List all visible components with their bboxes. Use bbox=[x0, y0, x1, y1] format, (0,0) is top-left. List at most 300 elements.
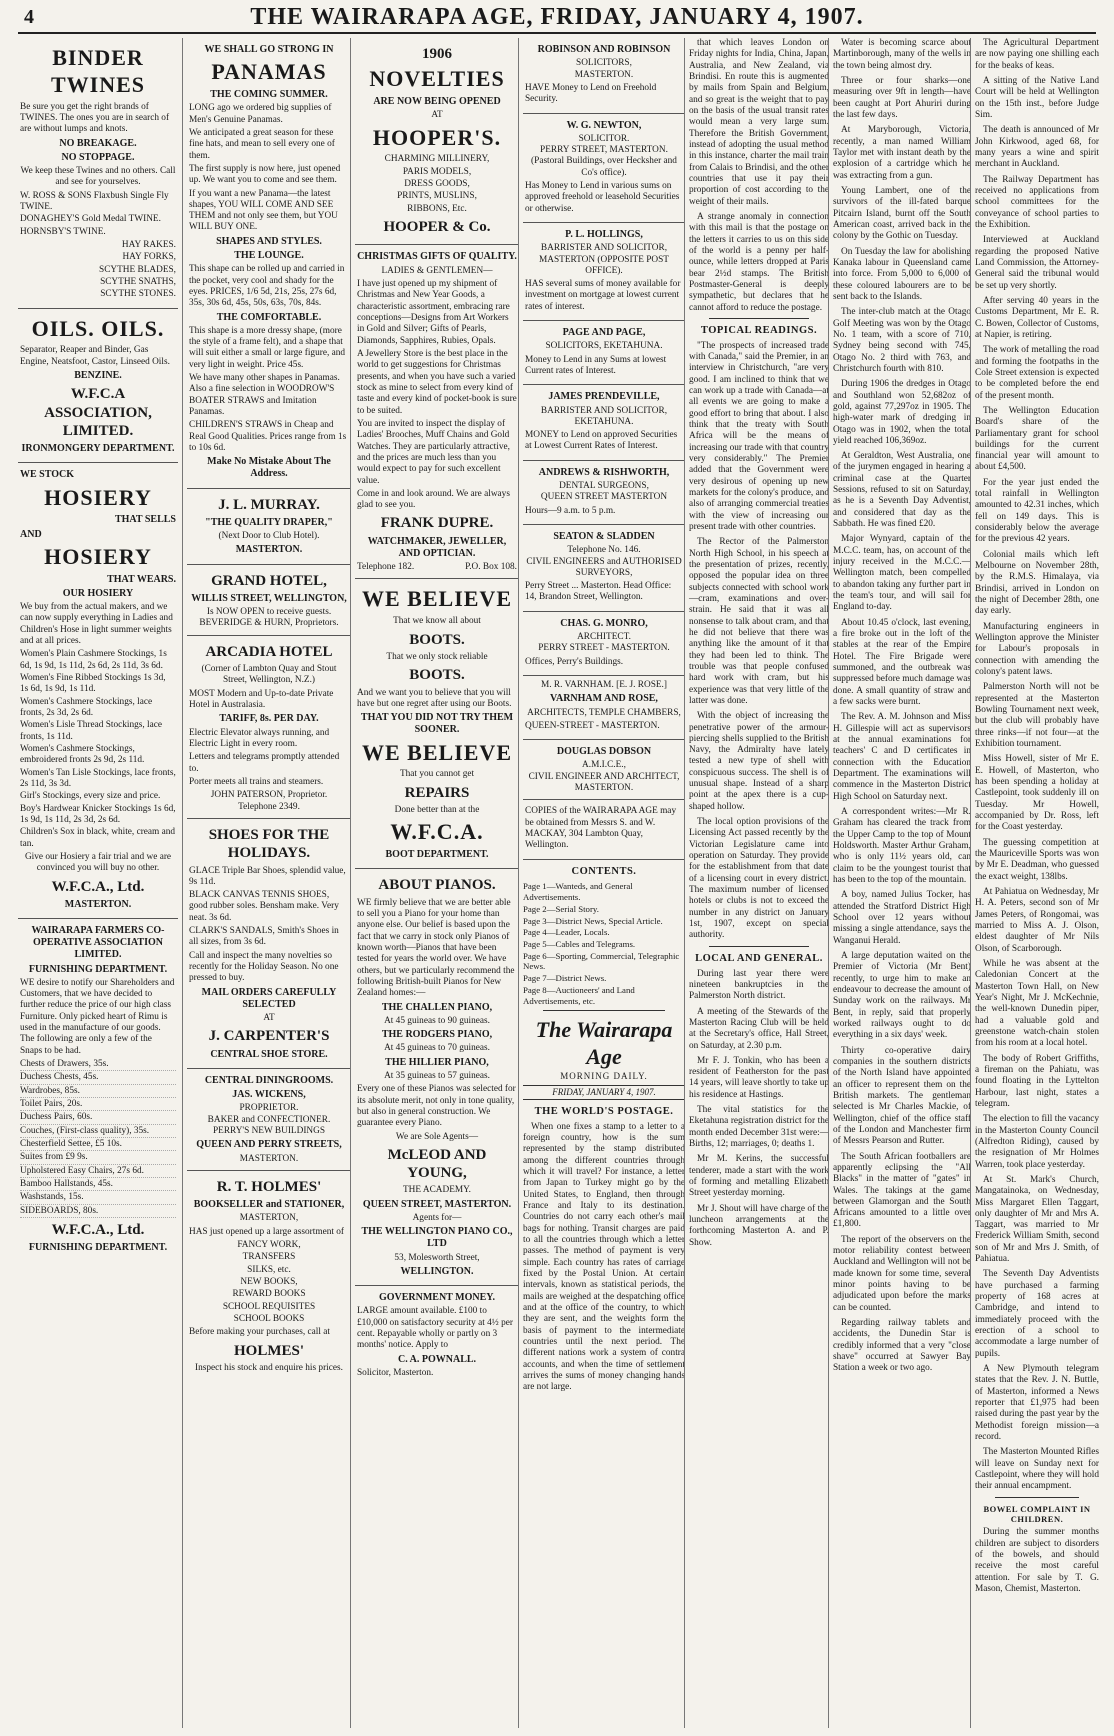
card-place: CIVIL ENGINEER AND ARCHITECT, bbox=[528, 771, 680, 782]
list-item: SCYTHE SNATHS, bbox=[100, 276, 176, 287]
ad-title: HOSIERY bbox=[44, 543, 152, 569]
ad-title: OILS. OILS. bbox=[31, 315, 165, 341]
ad-text: Before making your purchases, call at bbox=[189, 1327, 330, 1338]
list-item: Page 7—District News. bbox=[523, 973, 607, 984]
list-item: HAY RAKES. bbox=[121, 239, 176, 250]
list-item: Couches, (First-class quality), 35s. bbox=[20, 1126, 176, 1138]
article-text: Regarding railway tablets and accidents, the Dunedin Star is credibly informed that a very "close shave" occurred at Sawyer Bay Station a week or two ago. bbox=[833, 1318, 971, 1374]
ad-line: "THE QUALITY DRAPER," bbox=[205, 516, 333, 528]
list-item: Women's Fine Ribbed Stockings 1s 3d, 1s 6d, 1s 9d, 1s 11d. bbox=[20, 672, 166, 695]
ad-firm: HOOPER'S. bbox=[372, 124, 502, 150]
ad-text: This shape is a more dressy shape, (more the style of a frame felt), and a shape that will suit either a small or large figure, and very light in weight. Price 45s. bbox=[189, 325, 346, 370]
ad-line: That you cannot get bbox=[399, 769, 475, 780]
oils-ad bbox=[18, 309, 178, 464]
article-text: that which leaves London on Friday nights for India, China, Japan, Australia, and New Zealand, via Brindisi. En route this is augmented by mails from Spain and Belgium, and so great is the weight that to pay on the basis of the usual transit rates would mean a very large sum. Therefore the British Government, instead of adopting the usual method in this instance, charter the mail train from Calais to Brindisi, and the other countries that use it pay their proportion of cost according to the weight of their mails. bbox=[689, 38, 829, 207]
article-text: At Geraldton, West Australia, one of the jurymen engaged in hearing a criminal case at the Quarter Sessions, refused to sit on Saturday, as he is a Seventh Day Adventist, and considered that day as the Sabbath. He was fined £20. bbox=[833, 451, 971, 530]
column-1 bbox=[18, 38, 178, 1728]
ad-firm: GRAND HOTEL, bbox=[211, 572, 327, 589]
list-item: DONAGHEY'S Gold Medal TWINE. bbox=[20, 214, 161, 225]
list-item: Upholstered Easy Chairs, 27s 6d. bbox=[20, 1166, 176, 1178]
list-item: Page 4—Leader, Locals. bbox=[523, 927, 610, 938]
list-item: Washstands, 15s. bbox=[20, 1192, 176, 1204]
ad-text: WE desire to notify our Shareholders and Customers, that we have decided to further reduce the price of our high class Furniture. Only picked heart of Rimu is used in the manufacture of our goods. The following are only a few of the Snaps to be had. bbox=[20, 977, 175, 1056]
ad-line: BAKER and CONFECTIONER. bbox=[207, 1114, 331, 1125]
page-number: 4 bbox=[24, 6, 34, 28]
ad-line: BOOT DEPARTMENT. bbox=[385, 849, 489, 861]
ad-line: Agents for— bbox=[412, 1212, 462, 1223]
list-item: REWARD BOOKS bbox=[232, 1289, 306, 1300]
list-item: PRINTS, MUSLINS, bbox=[397, 191, 477, 202]
divider bbox=[995, 1497, 1079, 1498]
ad-line: QUEEN STREET, MASTERTON. bbox=[362, 1198, 512, 1210]
card-title: ANDREWS & RISHWORTH, bbox=[538, 466, 670, 478]
professional-card bbox=[523, 385, 685, 461]
list-item: HAY FORKS, bbox=[122, 252, 176, 263]
article-text: Young Lambert, one of the survivors of the ill-fated barque Pitcairn Island, burnt off the South American coast, arrived back in the colony by the Gothic on Tuesday. bbox=[833, 185, 971, 242]
ad-line: That we know all about bbox=[393, 616, 481, 627]
ad-text: CLARK'S SANDALS, Smith's Shoes in all sizes, from 3s 6d. bbox=[189, 926, 339, 948]
ad-line: THE HILLIER PIANO, bbox=[385, 1056, 489, 1068]
article-text: The Rector of the Palmerston North High School, in his speech at the presentation of prizes, recently, opposed the popular idea on three subjects connected with school work —cram, examinations and over-strain. He said that it was all nonsense to talk about cram, and that he did not believe that there was anything like the amount of it that they had been led to think. The trouble was that people confused hard work with cram, but his experience was that very little of the latter was done. bbox=[689, 537, 829, 706]
article-text: A strange anomaly in connection with this mail is that the postage on the letters it carries to us on this side of the world is a penny per half-ounce, while letters dropped at Paris bear 2½d stamps. The British Postmaster-General is deeply sympathetic, but declares that he cannot afford to reduce the postage. bbox=[689, 211, 829, 313]
copies-notice bbox=[523, 800, 685, 859]
ad-line: We are Sole Agents— bbox=[395, 1131, 479, 1142]
ad-text: We have many other shapes in Panamas. Also a fine selection in WOODROW'S BOATER STRAWS and Imitation Panamas. bbox=[189, 373, 340, 417]
card-title: JAMES PRENDEVILLE, bbox=[548, 391, 660, 403]
list-item: RIBBONS, Etc. bbox=[407, 203, 467, 214]
professional-card bbox=[523, 676, 685, 740]
article-text: The Agricultural Department are now paying one shilling each for the beaks of keas. bbox=[975, 38, 1099, 71]
column-6 bbox=[828, 38, 971, 1728]
article bbox=[975, 1527, 1099, 1595]
ad-line: Solicitor, Masterton. bbox=[357, 1367, 434, 1378]
ad-line: PERRY'S NEW BUILDINGS bbox=[212, 1126, 326, 1136]
card-title: CHAS. G. MONRO, bbox=[560, 617, 648, 629]
card-place: ARCHITECTS, TEMPLE CHAMBERS, bbox=[527, 707, 681, 718]
article-heading: BOWEL COMPLAINT IN CHILDREN. bbox=[983, 1503, 1091, 1525]
ad-text: A Jewellery Store is the best place in the world to get suggestions for Christmas presents, and when you have such a varied stock as mine to select from every kind of taste and every kind of pocket-book is sure to be suited. bbox=[357, 348, 517, 416]
ad-line: QUEEN AND PERRY STREETS, bbox=[196, 1139, 342, 1151]
professional-card bbox=[523, 461, 685, 525]
professional-card bbox=[523, 38, 685, 114]
ad-line: AT bbox=[263, 1013, 275, 1024]
list-item: NEW BOOKS, bbox=[240, 1276, 298, 1287]
ad-firm: WAIRARAPA FARMERS CO-OPERATIVE ASSOCIATION LIMITED. bbox=[31, 925, 165, 961]
article bbox=[833, 38, 971, 1375]
ad-firm: McLEOD AND YOUNG, bbox=[387, 1146, 487, 1182]
ad-text: GLACE Triple Bar Shoes, splendid value, 9s 11d. bbox=[189, 865, 346, 887]
ad-line: CENTRAL SHOE STORE. bbox=[210, 1048, 328, 1060]
card-title: DOUGLAS DOBSON bbox=[556, 746, 652, 758]
list-item: Page 8—Auctioneers' and Land Advertisements, etc. bbox=[523, 984, 635, 1006]
card-sub: BARRISTER AND SOLICITOR, bbox=[540, 243, 668, 254]
furniture-list bbox=[20, 1059, 176, 1218]
ad-firm: R. T. HOLMES' bbox=[216, 1178, 322, 1195]
ad-title: NOVELTIES bbox=[369, 66, 505, 92]
ad-title: CENTRAL DININGROOMS. bbox=[204, 1074, 334, 1086]
ad-line: REPAIRS bbox=[404, 784, 470, 801]
article-text: The body of Robert Griffiths, a fireman on the Pahiatu, was found floating in the Lyttelton Harbour, last night, states a telegram. bbox=[975, 1053, 1099, 1109]
card-sub: DENTAL SURGEONS, bbox=[559, 481, 649, 491]
ad-line: 1906 bbox=[422, 46, 452, 62]
card-text: Has Money to Lend in various sums on approved freehold or leasehold Securities or otherwise. bbox=[525, 181, 680, 214]
ad-line: MAIL ORDERS CAREFULLY SELECTED bbox=[201, 986, 337, 1010]
furniture-ad bbox=[18, 919, 178, 1261]
card-text: QUEEN-STREET - MASTERTON. bbox=[525, 720, 660, 731]
ad-line: MASTERTON. bbox=[64, 898, 132, 910]
ad-title: BINDER TWINES bbox=[50, 45, 146, 97]
article-text: The death is announced of Mr John Kirkwood, aged 68, for many years a wine and spirit merchant in Auckland. bbox=[975, 125, 1099, 170]
card-place: MASTERTON. bbox=[574, 69, 634, 80]
list-item: Page 1—Wanteds, and General Advertisements. bbox=[523, 881, 633, 903]
ad-line: BENZINE. bbox=[74, 370, 122, 382]
ad-line: MASTERTON, bbox=[239, 1213, 299, 1224]
article-text: The inter-club match at the Otago Golf Meeting was won by the Otago No. 1 team, with a score of 710, Sydney being second with 745, Otago No. 2 third with 763, and Christchurch fourth with 810. bbox=[833, 307, 971, 374]
ad-line: 53, Molesworth Street, bbox=[394, 1252, 480, 1263]
panamas-ad bbox=[187, 38, 351, 489]
ad-line: JAS. WICKENS, bbox=[232, 1089, 306, 1101]
article-text: A boy, named Julius Tocker, has attended the Stratford District High School over 12 years without missing a single attendance, says the Wanganui Herald. bbox=[833, 890, 971, 946]
article-text: During 1906 the dredges in Otago and Southland won 52,682oz of gold, against 77,297oz in 1905. The high-water mark of dredging in Otago was in 1902, when the total yield reached 106,369oz. bbox=[833, 379, 971, 446]
card-text: Hours—9 a.m. to 5 p.m. bbox=[525, 505, 616, 516]
list-item: Suites from £9 9s. bbox=[20, 1152, 176, 1164]
ad-line: AND bbox=[20, 528, 42, 540]
article-text: The work of metalling the road and forming the footpaths in the Cole Street extension is expected to be completed before the end of the present month. bbox=[975, 345, 1099, 401]
article-heading: THE WORLD'S POSTAGE. bbox=[534, 1105, 674, 1117]
article-text: For the year just ended the total rainfall in Wellington amounted to 42.31 inches, which fell on 149 days. This is considerably below the average for the previous 42 years. bbox=[975, 477, 1099, 545]
professional-card bbox=[523, 321, 685, 385]
list-item: Girl's Stockings, every size and price. bbox=[20, 791, 161, 802]
ad-firm: HOOPER & Co. bbox=[383, 219, 491, 236]
editorial-masthead: The Wairarapa Age bbox=[535, 1017, 673, 1070]
article-text: Thirty co-operative dairy companies in the southern districts of the North Island have appointed an officer to represent them on the British markets. The gentleman selected is Mr Charles Mackie, of Wellington, chief of the office staff of the London and Manchester firm of Messrs Pearson and Rutter. bbox=[833, 1045, 971, 1147]
list-item: W. ROSS & SONS Flaxbush Single Fly TWINE. bbox=[20, 190, 169, 212]
list-item: Page 6—Sporting, Commercial, Telegraphic News. bbox=[523, 950, 680, 972]
ad-text: I have just opened up my shipment of Christmas and New Year Goods, a characteristic assortment, embracing rare conceptions—Designs from Art Workers in Gold and Silver; Gifts of Pearls, Diamonds, Sapphires, Rubies, Opals. bbox=[357, 278, 510, 346]
ad-line: OUR HOSIERY bbox=[62, 587, 134, 599]
card-title: SEATON & SLADDEN bbox=[553, 530, 655, 542]
ad-text: WE firmly believe that we are better able to sell you a Piano for your home than anyone else. Our belief is based upon the fact that we carry in stock only Pianos of known worth—Pianos that have been tested for years the world over. We have others, but we particularly recommend the following British-built Pianos for New Zealand homes:— bbox=[357, 897, 515, 999]
contents-list bbox=[523, 881, 685, 1006]
divider bbox=[709, 318, 809, 319]
article-text: While he was absent at the Caledonian Concert at the Masterton Town Hall, on New Year's Night, Mr J. McKechnie, the well-known Dunedin piper, had a valuable gold and greenstone watch-chain stolen from his room at a local hotel. bbox=[975, 958, 1099, 1049]
article-text: Miss Howell, sister of Mr E. E. Howell, of Masterton, who has been spending a holiday at Castlepoint, took suddenly ill on Tuesday. Mr Howell, accompanied by Dr. Ross, left for the Coast yesterday. bbox=[975, 754, 1099, 833]
article-text: Major Wynyard, captain of the M.C.C. team, has, on account of the injury received in the M.C.C.—Wellington match, been compelled to abandon taking any further part in the team's tour, and will sail for England to-day. bbox=[833, 534, 971, 613]
ad-title: HOSIERY bbox=[44, 484, 152, 510]
list-item: SCHOOL REQUISITES bbox=[222, 1301, 316, 1312]
tools-list bbox=[20, 240, 176, 301]
binder-twines-ad bbox=[18, 38, 178, 309]
arcadia-hotel-ad bbox=[187, 636, 351, 819]
ad-firm: FRANK DUPRE. bbox=[380, 515, 494, 532]
list-item: Women's Tan Lisle Stockings, lace fronts, 2s 11d, 3s 3d. bbox=[20, 767, 176, 789]
ad-text: We keep these Twines and no others. Call and see for yourselves. bbox=[20, 166, 176, 188]
dining-rooms-ad bbox=[187, 1069, 351, 1171]
card-place: PERRY STREET - MASTERTON. bbox=[538, 643, 670, 654]
ad-text: You are invited to inspect the display of Ladies' Brooches, Muff Chains and Gold Watches. They are particularly attractive, and the prices are much less than you would expect to pay for such excellent value. bbox=[357, 418, 510, 486]
article-heading: TOPICAL READINGS. bbox=[700, 324, 818, 336]
ad-line: ARE NOW BEING OPENED bbox=[373, 96, 501, 108]
column-5 bbox=[684, 38, 829, 1728]
ad-firm: W.F.C.A. bbox=[390, 819, 484, 845]
ad-line bbox=[357, 562, 517, 573]
ad-text: The first supply is now here, just opened up. We want you to come and see them. bbox=[189, 163, 341, 186]
ad-firm: W.F.C.A ASSOCIATION, LIMITED. bbox=[44, 386, 152, 439]
list-item: SIDEBOARDS, 80s. bbox=[20, 1206, 176, 1218]
ad-line: THE COMFORTABLE. bbox=[216, 311, 322, 323]
card-sub: BARRISTER AND SOLICITOR, bbox=[540, 405, 668, 416]
card-place: EKETAHUNA. bbox=[574, 416, 634, 427]
list-item: Women's Plain Cashmere Stockings, 1s 6d, 1s 9d, 1s 11d, 2s 6d, 2s 11d, 3s 6d. bbox=[20, 649, 167, 671]
holmes-ad bbox=[187, 1171, 351, 1379]
ad-title: WE BELIEVE bbox=[362, 586, 512, 612]
list-item: SCYTHE STONES. bbox=[100, 289, 176, 300]
article-text: The Rev. A. M. Johnson and Miss H. Gillespie will act as supervisors at the annual examinations for teachers' C and D certificates in connection with the Education Department. The examinations will commence in the Masterton District High School on Saturday next. bbox=[833, 712, 971, 802]
list-item: Bamboo Hallstands, 45s. bbox=[20, 1179, 176, 1191]
card-title: ROBINSON AND ROBINSON bbox=[537, 44, 671, 55]
ad-line: TARIFF, 8s. PER DAY. bbox=[219, 713, 319, 725]
ad-text: Come in and look around. We are always glad to see you. bbox=[357, 488, 510, 511]
list-item: Page 5—Cables and Telegrams. bbox=[523, 939, 636, 950]
ad-text: Be sure you get the right brands of TWINES. The ones you are in search of are without lumps and knots. bbox=[20, 101, 170, 135]
ad-firm: W.F.C.A., Ltd. bbox=[51, 1221, 145, 1238]
goods-list bbox=[357, 154, 517, 215]
ad-firm: J. L. MURRAY. bbox=[218, 496, 320, 513]
article-text: At St. Mark's Church, Mangatainoka, on Wednesday, Miss Margaret Ellen Taggart, only daughter of Mr and Mrs A. Taggart, was married to Mr Frederick William Smith, second son of Mr and Mrs J. Smith, of Pahiatua. bbox=[975, 1174, 1099, 1265]
ad-firm: ARCADIA HOTEL bbox=[205, 643, 333, 660]
article-text: About 10.45 o'clock, last evening, a fire broke out in the loft of the stables at the rear of the Empire Hotel. The Fire Brigade were summoned, and the outbreak was suppressed before much damage was done. A small quantity of straw and a few sacks were burnt. bbox=[833, 617, 971, 708]
ad-line: WELLINGTON. bbox=[400, 1265, 474, 1277]
ad-line: (Corner of Lambton Quay and Stout Street, Wellington, N.Z.) bbox=[201, 664, 337, 686]
card-sub: A.M.I.C.E., bbox=[582, 760, 626, 771]
ad-text: Porter meets all trains and steamers. bbox=[189, 776, 324, 787]
list-item: Boy's Hardwear Knicker Stockings 1s 6d, 1s 9d, 1s 11d, 2s 3d, 2s 6d. bbox=[20, 803, 176, 825]
ad-line: WILLIS STREET, WELLINGTON, bbox=[191, 592, 347, 604]
card-sub: SOLICITORS, bbox=[576, 58, 632, 69]
ad-title: SHOES FOR THE HOLIDAYS. bbox=[208, 826, 330, 862]
ad-line: WE STOCK bbox=[20, 469, 74, 481]
column-3 bbox=[350, 38, 519, 1728]
article-text: The Wellington Education Board's share of the Parliamentary grant for school buildings for the current financial year will amount to about £4,500. bbox=[975, 405, 1099, 473]
article-text: The Seventh Day Adventists have purchased a farming property of 168 acres at Cambridge, and intend to immediately proceed with the erection of a school to accommodate a large number of pupils. bbox=[975, 1269, 1099, 1359]
article-text: When one fixes a stamp to a letter to a foreign country, how is the sum represented by the stamp distributed among the different countries through which it will travel? For instance, a letter from Japan to Turkey might go by the United States, to England, then through France and Italy to its destination. Countries do not carry each other's mail bags for nothing. Transit charges are paid to all the countries through which a letter passes. The method of payment is very simple. Each country has rates of carriage fixed by the Postal Union. At certain intervals, known as statistical periods, the mails are weighed at the despatching office and at the office of the country, to which they are sent, and the weights form the basis of payment to the intermediate countries until the next period. The different nations work a system of contra accounts, and when the time of settlement arrives the sums of money changing hands are not large. bbox=[523, 1121, 685, 1393]
card-place: MASTERTON (OPPOSITE POST OFFICE). bbox=[539, 254, 669, 276]
ad-line: THE COMING SUMMER. bbox=[210, 89, 328, 101]
card-text: MONEY to Lend on approved Securities at Lowest Current Rates of Interest. bbox=[525, 430, 678, 452]
ad-line: THE WELLINGTON PIANO CO., LTD bbox=[361, 1226, 513, 1250]
card-text: Money to Lend in any Sums at lowest Current rates of Interest. bbox=[525, 354, 667, 376]
list-item: Women's Cashmere Stockings, lace fronts, 2s 3d, 2s 6d. bbox=[20, 696, 153, 718]
article-text: The South African footballers are apparently eclipsing the "All Blacks" in the matter of "gates" in Wales. The takings at the game between Glamorgan and the South Africans amounted to a little over £1,800. bbox=[833, 1151, 971, 1230]
ad-line: Is NOW OPEN to receive guests. bbox=[206, 607, 332, 618]
ad-line: At 45 guineas to 70 guineas. bbox=[384, 1043, 490, 1054]
article-text: Mr F. J. Tonkin, who has been a resident of Featherston for the past 14 years, will leave shortly to take up his residence at Hastings. bbox=[689, 1055, 829, 1100]
hosiery-list bbox=[20, 649, 176, 850]
ad-line: MASTERTON. bbox=[239, 1153, 299, 1164]
ad-line: THE LOUNGE. bbox=[234, 250, 304, 261]
ad-text: Give our Hosiery a fair trial and we are convinced you will buy no other. bbox=[24, 851, 172, 874]
article-text: "The prospects of increased trade with Canada," said the Premier, in an interview in Christchurch, "are very good. I am inclined to think that we can work up a trade with Canada—at all events we are going to make a good effort to bring that about. I also think that the treaty with South Africa will be the means of increasing our trade with that country very considerably." The Premier added that the Government were very desirous of opening up new markets for the colony's produce, and also of arranging commercial treaties with the view of increasing our present trade with other countries. bbox=[689, 340, 829, 532]
article-text: A large deputation waited on the Premier of Victoria (Mr Bent) recently, to urge him to make an endeavour to decrease the amount of Sunday work on the railways. Mr Bent, in reply, said that properly worked railways ought to do everything in a six days' week. bbox=[833, 950, 971, 1041]
ad-line: THE CHALLEN PIANO, bbox=[381, 1001, 493, 1013]
article-text: With the object of increasing the penetrative power of the armour-piercing shells supplied to the British Navy, the Admiralty have lately tested a new type of shell with conspicuous success. The shell is of unusual shape. Instead of a sharp point at the apex there is a cup-shaped hollow. bbox=[689, 711, 829, 812]
article-text: The guessing competition at the Mauriceville Sports was won by Mr E. Deadman, who guessed the exact weight, 138lbs. bbox=[975, 837, 1099, 882]
list-item: HORNSBY'S TWINE. bbox=[20, 226, 106, 237]
hoopers-ad bbox=[355, 38, 519, 245]
ad-line: At 45 guineas to 90 guineas. bbox=[384, 1015, 490, 1026]
ad-line: FURNISHING DEPARTMENT. bbox=[28, 1242, 168, 1254]
article-text: A sitting of the Native Land Court will be held at Wellington on the 15th inst., before Judge Sim. bbox=[975, 75, 1099, 120]
ad-firm: HOLMES' bbox=[233, 1342, 304, 1359]
article bbox=[975, 38, 1099, 1493]
ad-line: LADIES & GENTLEMEN— bbox=[381, 265, 493, 276]
ad-line: (Next Door to Club Hotel). bbox=[218, 531, 320, 542]
ad-line: THE ACADEMY. bbox=[402, 1185, 471, 1196]
card-text: Offices, Perry's Buildings. bbox=[525, 656, 624, 667]
professional-card bbox=[523, 740, 685, 800]
divider bbox=[543, 1010, 665, 1011]
article-text: A meeting of the Stewards of the Masterton Racing Club will be held at the Secretary's office, Hall Street, on Saturday, at 2.30 p.m. bbox=[689, 1006, 829, 1051]
article bbox=[689, 969, 829, 1250]
telephone-number: Telephone 182. bbox=[357, 562, 415, 573]
ad-firm: C. A. POWNALL. bbox=[397, 1353, 477, 1365]
newspaper-title: THE WAIRARAPA AGE, FRIDAY, JANUARY 4, 1907. bbox=[250, 4, 864, 30]
ad-title: WE BELIEVE bbox=[362, 739, 512, 765]
article-text: The report of the observers on the motor reliability contest between Auckland and Wellington will not be made known for some time, several minor points having to be adjudicated upon before the marks can be counted. bbox=[833, 1234, 971, 1313]
column-2 bbox=[182, 38, 351, 1728]
ad-text: HAS just opened up a large assortment of bbox=[189, 1226, 345, 1237]
ad-title: ABOUT PIANOS. bbox=[378, 877, 496, 894]
card-title: VARNHAM AND ROSE, bbox=[550, 693, 658, 705]
ad-line: FURNISHING DEPARTMENT. bbox=[28, 963, 168, 975]
ad-line: At 35 guineas to 57 guineas. bbox=[384, 1070, 490, 1081]
ad-line: NO BREAKAGE. bbox=[59, 137, 137, 149]
ad-line: NO STOPPAGE. bbox=[61, 151, 135, 163]
article bbox=[689, 38, 829, 314]
ad-line: BOOKSELLER and STATIONER, bbox=[193, 1199, 345, 1211]
list-item: Toilet Pairs, 20s. bbox=[20, 1099, 176, 1111]
list-item: SCHOOL BOOKS bbox=[233, 1313, 305, 1324]
card-title: PAGE AND PAGE, bbox=[562, 327, 646, 339]
ad-text: CHILDREN'S STRAWS in Cheap and Real Good Qualities. Prices range from 1s to 10s 6d. bbox=[189, 420, 347, 453]
contents-heading: CONTENTS. bbox=[571, 865, 637, 877]
ad-line: Inspect his stock and enquire his prices. bbox=[195, 1362, 343, 1373]
card-text: HAS several sums of money available for investment on mortgage at lowest current rates of interest. bbox=[525, 279, 681, 312]
card-place: QUEEN STREET MASTERTON bbox=[540, 492, 668, 503]
list-item: Chests of Drawers, 35s. bbox=[20, 1059, 176, 1071]
ad-line: BEVERIDGE & HURN, Proprietors. bbox=[199, 618, 339, 629]
ad-line: Done better than at the bbox=[394, 805, 480, 816]
list-item: Women's Lisle Thread Stockings, lace fronts, 1s 11d. bbox=[20, 720, 162, 742]
card-place: PERRY STREET, MASTERTON. (Pastoral Buildings, over Hecksher and Co's office). bbox=[531, 145, 677, 178]
stock-list bbox=[189, 1240, 349, 1325]
ad-line: THAT WEARS. bbox=[107, 573, 176, 585]
card-text: MASTERTON. bbox=[574, 783, 634, 793]
murray-ad bbox=[187, 489, 351, 565]
column-4 bbox=[518, 38, 685, 1728]
card-title: W. G. NEWTON, bbox=[566, 119, 642, 131]
list-item: Page 2—Serial Story. bbox=[523, 903, 599, 914]
christmas-gifts-ad bbox=[355, 245, 519, 579]
list-item: Children's Sox in black, white, cream and tan. bbox=[20, 827, 176, 849]
ad-line: PROPRIETOR. bbox=[239, 1103, 299, 1114]
ad-text: Separator, Reaper and Binder, Gas Engine, Neatsfoot, Castor, Linseed Oils. bbox=[20, 345, 170, 367]
professional-card bbox=[523, 612, 685, 676]
ad-line: THAT YOU DID NOT TRY THEM SOONER. bbox=[360, 712, 514, 736]
ad-line: BOOTS. bbox=[409, 667, 465, 684]
list-item: Chesterfield Settee, £5 10s. bbox=[20, 1139, 176, 1151]
card-sub: M. R. VARNHAM. [E. J. ROSE.] bbox=[541, 679, 667, 690]
ad-text: If you want a new Panama—the latest shapes, YOU WILL COME AND SEE THEM and not only see them, but YOU WILL BUY ONE. bbox=[189, 188, 338, 233]
list-item: Page 3—District News, Special Article. bbox=[523, 915, 663, 926]
brand-list bbox=[20, 191, 176, 238]
article-text: Colonial mails which left Melbourne on November 28th, by the R.M.S. Himalaya, via Brindisi, arrived in London on the night of December 28th, one day early. bbox=[975, 549, 1099, 617]
article-text: The Masterton Mounted Rifles will leave on Sunday next for Castlepoint, where they will hold their annual encampment. bbox=[975, 1447, 1099, 1492]
article-heading: LOCAL AND GENERAL. bbox=[695, 952, 823, 964]
article-text: A correspondent writes:—Mr R. Graham has cleared the track from the Upper Camp to the top of Mount Holdsworth. Master Arthur Graham, who is only 11½ years old, can claim to be the youngest tourist that has been to the top of the mountain. bbox=[833, 807, 971, 885]
list-item: FANCY WORK, bbox=[237, 1239, 301, 1250]
ad-text: COPIES of the WAIRARAPA AGE may be obtained from Messrs S. and W. MACKAY, 304 Lambton Quay, Wellington. bbox=[525, 806, 677, 851]
ad-firm: J. CARPENTER'S bbox=[208, 1028, 330, 1045]
ad-text: BLACK CANVAS TENNIS SHOES, good rubber soles. Bensham make. Very neat. 3s 6d. bbox=[189, 890, 339, 923]
article-text: On Tuesday the law for abolishing Kanaka labour in Queensland came into force. From 5,000 to 6,000 of these coloured labourers are to be sent back to the Islands. bbox=[833, 246, 971, 302]
article-text: The election to fill the vacancy in the Masterton County Council (Alfredton Riding), caused by the resignation of Mr Holmes Warren, took place yesterday. bbox=[975, 1114, 1099, 1170]
divider bbox=[709, 946, 809, 947]
card-title: P. L. HOLLINGS, bbox=[565, 228, 643, 240]
professional-card bbox=[523, 223, 685, 321]
article-text: After serving 40 years in the Customs Department, Mr E. R. C. Bowen, Collector of Customs, at Napier, is retiring. bbox=[975, 295, 1099, 340]
list-item: TRANSFERS bbox=[242, 1252, 296, 1263]
masthead-subtitle: MORNING DAILY. bbox=[560, 1071, 648, 1081]
ad-line: Telephone 2349. bbox=[238, 801, 300, 812]
list-item: PARIS MODELS, bbox=[402, 166, 472, 177]
ad-line: MASTERTON. bbox=[235, 544, 303, 556]
ad-text: We anticipated a great season for these fine hats, and mean to sell every one of them. bbox=[189, 127, 335, 161]
article-text: Manufacturing engineers in Wellington approve the Minister for Labour's proposals in connection with amending the colony's patent laws. bbox=[975, 621, 1099, 678]
ad-line: JOHN PATERSON, Proprietor. bbox=[210, 790, 328, 801]
article bbox=[689, 341, 829, 942]
list-item: DRESS GOODS, bbox=[404, 179, 470, 190]
ad-title: PANAMAS bbox=[211, 59, 327, 85]
ad-line: That we only stock reliable bbox=[386, 651, 488, 662]
boots-ad bbox=[355, 579, 519, 869]
article-text: During last year there were nineteen bankruptcies in the Palmerston North district. bbox=[689, 968, 829, 1002]
ad-text: MOST Modern and Up-to-date Private Hotel in Australasia. bbox=[189, 688, 334, 711]
card-text: Perry Street ... Masterton. Head Office: 14, Brandon Street, Wellington. bbox=[525, 581, 672, 603]
government-money-ad bbox=[355, 1286, 519, 1384]
article-text: Three or four sharks—one measuring over 9ft in length—have been caught at Port Ahuriri during the last few days. bbox=[833, 75, 971, 120]
ad-text: Every one of these Pianos was selected for its absolute merit, not only in tone quality, but also in general construction. We guarantee every Piano. bbox=[357, 1084, 516, 1129]
article-text: Mr J. Shout will have charge of the luncheon arrangements at the forthcoming Masterton A. and P. Show. bbox=[689, 1203, 829, 1248]
article-text: The vital statistics for the Eketahuna registration district for the month ended December 31st were:—Births, 12; marriages, 0; deaths 1. bbox=[689, 1105, 829, 1150]
ad-line: WE SHALL GO STRONG IN bbox=[204, 44, 334, 55]
page-header bbox=[18, 0, 1096, 34]
list-item: Women's Cashmere Stockings, embroidered fronts 2s 9d, 2s 11d. bbox=[20, 743, 145, 766]
article bbox=[523, 1122, 685, 1394]
list-item: Wardrobes, 85s. bbox=[20, 1086, 176, 1098]
article-text: At Pahiatua on Wednesday, Mr H. A. Peters, second son of Mr James Peters, of Rongomai, was married to Miss A. J. Olson, eldest daughter of Mr Nils Olson, of Scarborough. bbox=[975, 886, 1099, 954]
article-text: Interviewed at Auckland regarding the proposed Native Land Commission, the Attorney-General said the tribunal would be set up very shortly. bbox=[975, 235, 1099, 291]
ad-line: SHAPES AND STYLES. bbox=[216, 235, 322, 247]
list-item: Duchess Pairs, 60s. bbox=[20, 1112, 176, 1124]
article-text: Water is becoming scarce about Martinborough, many of the wells in the town being almost dry. bbox=[833, 38, 971, 71]
ad-title: GOVERNMENT MONEY. bbox=[378, 1292, 496, 1304]
card-text: HAVE Money to Lend on Freehold Security. bbox=[525, 82, 657, 105]
dateline: FRIDAY, JANUARY 4, 1907. bbox=[523, 1085, 685, 1100]
list-item: SILKS, etc. bbox=[247, 1264, 291, 1275]
article-text: At Maryborough, Victoria, recently, a man named William Taylor met with instant death by the explosion of a cartridge which he was extracting from a gun. bbox=[833, 125, 971, 181]
list-item: SCYTHE BLADES, bbox=[99, 264, 176, 275]
